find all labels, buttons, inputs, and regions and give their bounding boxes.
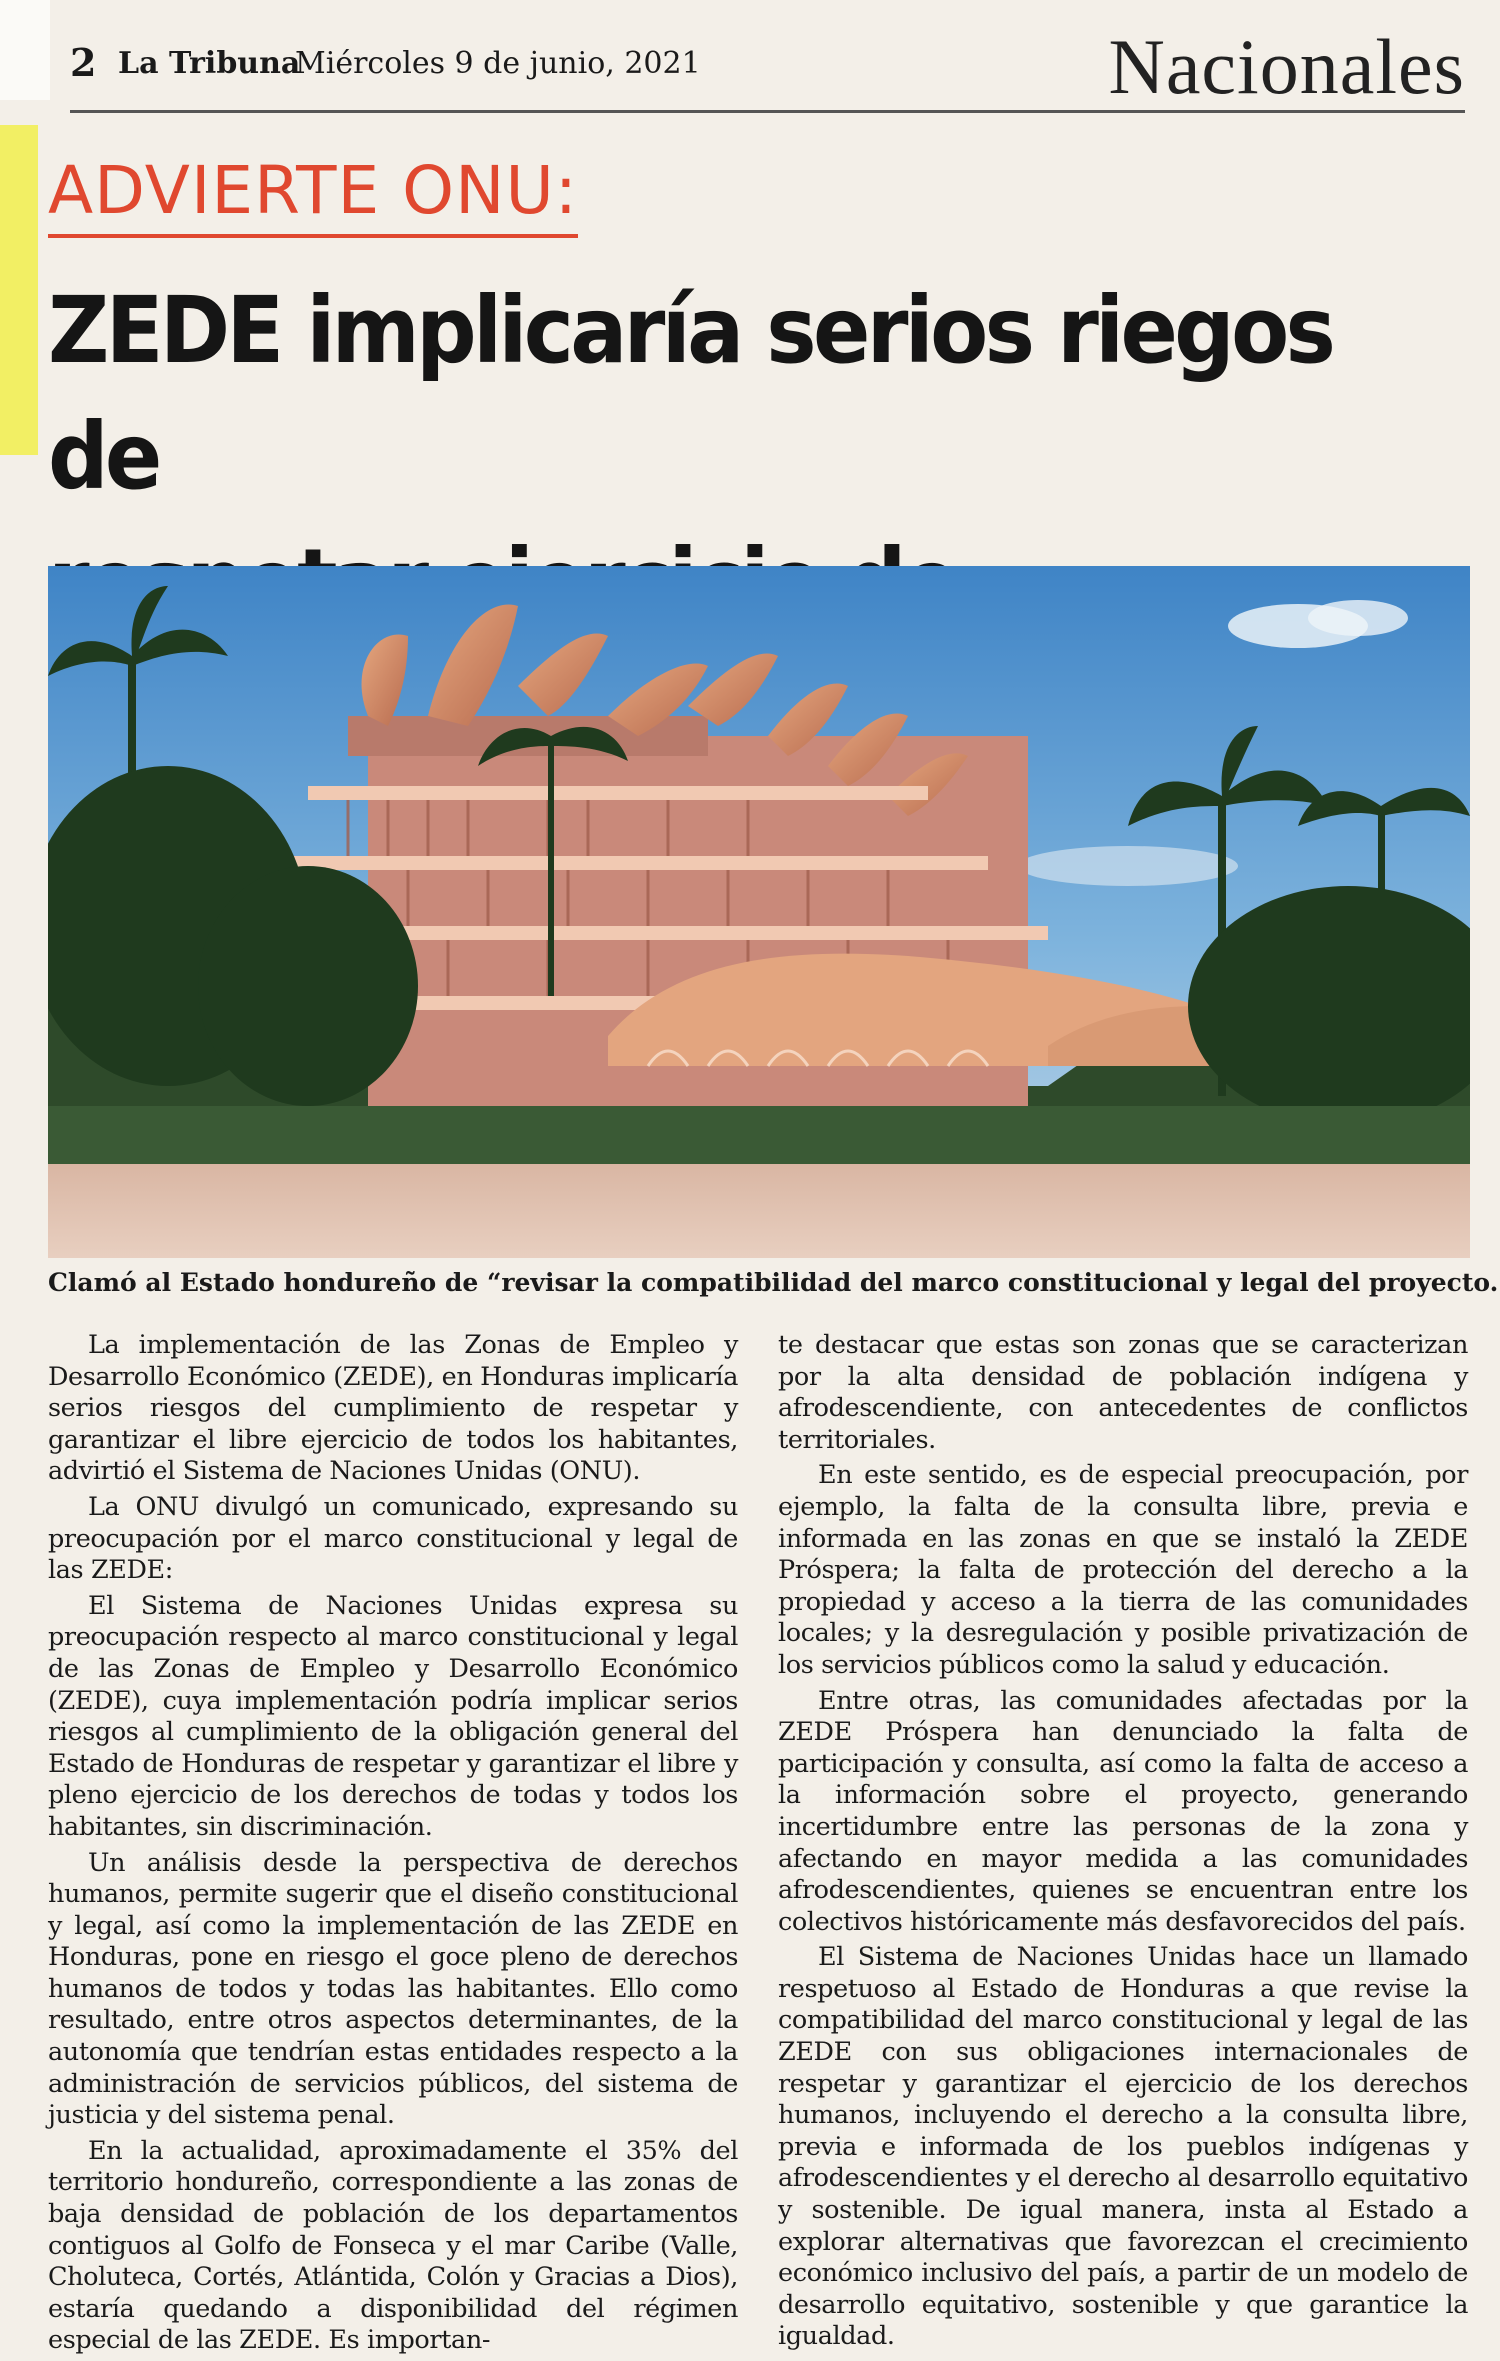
article-column-right — [778, 1330, 1468, 2357]
paragraph-continuation: te destacar que estas son zonas que se caracterizan por la alta densidad de población indígena y afrodescendiente, con antecedentes de conflictos territoriales. — [778, 1330, 1468, 1455]
paragraph: En este sentido, es de especial preocupación, por ejemplo, la falta de la consulta libre, previa e informada en las zonas en que se instaló la ZEDE Próspera; la falta de protección del derecho a la propiedad y acceso a la tierra de las comunidades locales; y la desregulación y posible privatización de los servicios públicos como la salud y educación. — [778, 1460, 1468, 1680]
paragraph: Un análisis desde la perspectiva de derechos humanos, permite sugerir que el diseño constitucional y legal, así como la implementación de las ZEDE en Honduras, pone en riesgo el goce pleno de derechos humanos de todos y todas las habitantes. Ello como resultado, entre otros aspectos determinantes, de la autonomía que tendrían estas entidades respecto a la administración de servicios públicos, del sistema de justicia y del sistema penal. — [48, 1847, 738, 2131]
paragraph: El Sistema de Naciones Unidas hace un llamado respetuoso al Estado de Honduras a que revise la compatibilidad del marco constitucional y legal de las ZEDE con sus obligaciones internacionales de respetar y garantizar el ejercicio de los derechos humanos, incluyendo el derecho a la consulta libre, previa e informada de los pueblos indígenas y afrodescendientes y el derecho al desarrollo equitativo y sostenible. De igual manera, insta al Estado a explorar alternativas que favorezcan el crecimiento económico inclusivo del país, a partir de un modelo de desarrollo equitativo, sostenible y que garantice la igualdad. — [778, 1942, 1468, 2352]
page-number: 2 — [70, 40, 97, 85]
scan-corner — [0, 0, 50, 100]
section-title: Nacionales — [1108, 23, 1465, 110]
issue-date: Miércoles 9 de junio, 2021 — [295, 46, 701, 81]
resort-building-photo — [48, 566, 1470, 1258]
headline-line-1: ZEDE implicaría serios riegos de — [48, 277, 1333, 510]
paragraph: La implementación de las Zonas de Empleo y Desarrollo Económico (ZEDE), en Honduras implicaría serios riesgos del cumplimiento de respetar y garantizar el libre ejercicio de todos los habitantes, advirtió el Sistema de Naciones Unidas (ONU). — [48, 1330, 738, 1487]
photo-caption: Clamó al Estado hondureño de “revisar la compatibilidad del marco constitucional y legal del proyecto. — [48, 1268, 1499, 1297]
kicker-underline — [48, 234, 578, 238]
paragraph: Entre otras, las comunidades afectadas por la ZEDE Próspera han denunciado la falta de participación y consulta, así como la falta de acceso a la información sobre el proyecto, generando incertidumbre entre las personas de la zona y afectando en mayor medida a las comunidades afrodescendientes, quienes se encuentran entre los colectivos históricamente más desfavorecidos del país. — [778, 1685, 1468, 1937]
highlighter-mark — [0, 125, 38, 455]
paragraph: En la actualidad, aproximadamente el 35% del territorio hondureño, correspondiente a las zonas de baja densidad de población de los departamentos contiguos al Golfo de Fonseca y el mar Caribe (Valle, Choluteca, Cortés, Atlántida, Colón y Gracias a Dios), estaría quedando a disponibilidad del régimen especial de las ZEDE. Es importan- — [48, 2135, 738, 2356]
paragraph: La ONU divulgó un comunicado, expresando su preocupación por el marco constitucional y legal de las ZEDE: — [48, 1491, 738, 1586]
article-kicker: ADVIERTE ONU: — [48, 152, 579, 229]
article-column-left — [48, 1330, 738, 2361]
paragraph: El Sistema de Naciones Unidas expresa su preocupación respecto al marco constitucional y legal de las Zonas de Empleo y Desarrollo Económico (ZEDE), cuya implementación podría implicar serios riesgos al cumplimiento de la obligación general del Estado de Honduras de respetar y garantizar el libre y pleno ejercicio de los derechos de todas y todos los habitantes, sin discriminación. — [48, 1590, 738, 1842]
paper-name: La Tribuna — [118, 46, 301, 81]
page-header — [70, 23, 1465, 113]
